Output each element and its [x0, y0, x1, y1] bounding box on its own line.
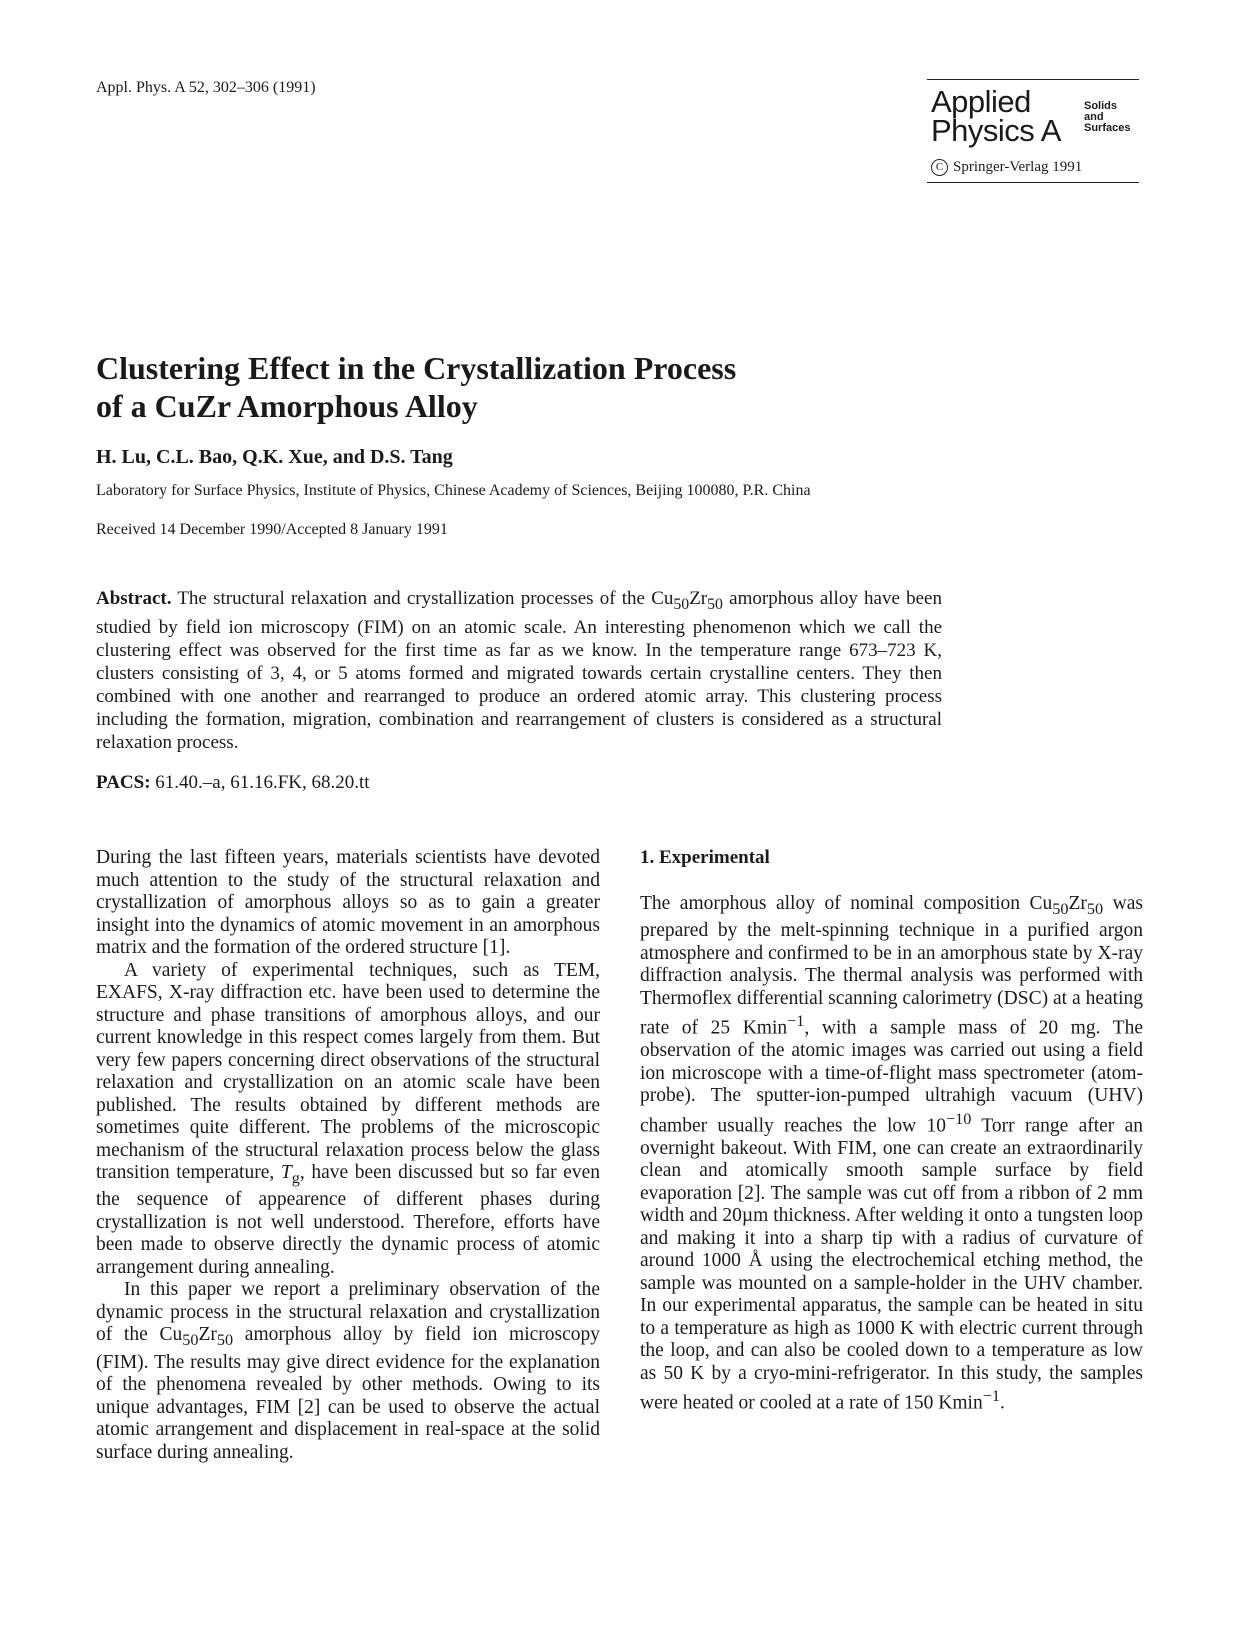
journal-subtitle-line1: Solids [1084, 100, 1118, 112]
received-date: Received 14 December 1990/Accepted 8 January 1991 [96, 521, 448, 538]
title-line-1: Clustering Effect in the Crystallization Process [96, 350, 737, 386]
section-heading-experimental: 1. Experimental [640, 847, 770, 868]
abstract-text-3: amorphous alloy have been studied by field ion microscopy (FIM) on an atomic scale. An interesting phenomenon which we call the clustering effect was observed for the first time as far as we know. In the temperature range 673–723 K, clusters consisting of 3, 4, or 5 atoms formed and migrated towards certain crystalline centers. They then combined with one another and rearranged to produce an ordered atomic array. This clustering process including the formation, migration, combination and rearrangement of clusters is considered as a structural relaxation process. [96, 588, 942, 753]
pacs-values: 61.40.–a, 61.16.FK, 68.20.tt [150, 772, 370, 793]
exp-text-b: was prepared by the melt-spinning technique in a purified argon atmosphere and confirmed to be in an amorphous state by X-ray diffraction analysis. The thermal analysis was performed with Thermoflex differential scanning calorimetry (DSC) at a heating rate of 25 Kmin [640, 893, 1143, 1039]
exp-sup-1: −1 [787, 1012, 805, 1031]
journal-name [931, 84, 1061, 148]
exp-sup-3: −1 [982, 1387, 1001, 1406]
glass-transition-sub: g [291, 1168, 300, 1187]
exp-text-d: Torr range after an overnight bakeout. With FIM, one can create an extraordinarily clean and atomically smooth sample surface by field evaporation [2]. The sample was cut off from a ribbon of 2 mm width and 20µm thickness. After welding it onto a tungsten loop and making it into a sharp tip with a radius of curvature of around 1000 Å using the electrochemical etching method, the sample was mounted on a sample-holder in the UHV chamber. In our experimental apparatus, the sample can be heated in situ to a temperature as high as 1000 K with electric current through the loop, and can also be cooled down to a temperature as low as 50 K by a cryo-mini-refrigerator. In this study, the samples were heated or cooled at a rate of 150 Kmin [640, 1115, 1143, 1414]
pacs-codes [96, 772, 370, 794]
copyright-notice [931, 159, 1082, 176]
copyright-text: Springer-Verlag 1991 [953, 159, 1083, 175]
body-p3-text-mid: Zr [198, 1324, 217, 1346]
paper-title [96, 349, 736, 425]
exp-text-a: The amorphous alloy of nominal composition Cu [640, 893, 1053, 914]
copyright-icon: C [931, 159, 948, 176]
exp-text-c: , with a sample mass of 20 mg. The observation of the atomic images was carried out using a field ion microscope with a time-of-flight mass spectrometer (atom-probe). The sputter-ion-pumped ultrahigh vacuum (UHV) chamber usually reaches the low 10 [640, 1017, 1143, 1137]
body-paragraph-1: During the last fifteen years, materials scientists have devoted much attention to the study of the structural relaxation and crystallization of amorphous alloys so as to gain a greater insight into the dynamics of atomic movement in an amorphous matrix and the formation of the ordered structure [1]. [96, 847, 600, 958]
abstract-text-2: Zr [689, 588, 708, 609]
journal-subtitle-line3: Surfaces [1084, 122, 1131, 134]
authors: H. Lu, C.L. Bao, Q.K. Xue, and D.S. Tang [96, 446, 453, 468]
body-paragraph-3 [96, 1279, 600, 1464]
body-p3-text-a: In this paper we report a preliminary observation of the dynamic process in the structural relaxation and crystallization of the Cu [96, 1279, 600, 1346]
body-paragraph-2 [96, 960, 600, 1280]
exp-text-mid: Zr [1068, 893, 1087, 914]
exp-sub-2: 50 [1086, 899, 1104, 918]
abstract-sub-1: 50 [673, 595, 690, 613]
body-p3-sub-1: 50 [182, 1331, 199, 1350]
journal-name-line1: Applied [931, 84, 1031, 119]
exp-sup-2: −10 [946, 1109, 972, 1128]
abstract [96, 587, 942, 754]
body-p3-sub-2: 50 [216, 1331, 234, 1350]
exp-text-e: . [1000, 1392, 1005, 1414]
journal-subtitle [1084, 101, 1130, 134]
affiliation: Laboratory for Surface Physics, Institute of Physics, Chinese Academy of Sciences, Beijing 100080, P.R. China [96, 482, 811, 499]
title-line-2: of a CuZr Amorphous Alloy [96, 388, 478, 424]
body-p2-text-a: A variety of experimental techniques, such as TEM, EXAFS, X-ray diffraction etc. have been used to determine the structure and phase transitions of amorphous alloys, and our current knowledge in this respect comes largely from them. But very few papers concerning direct observations of the structural relaxation and crystallization on an atomic scale have been published. The results obtained by different methods are sometimes quite different. The problems of the microscopic mechanism of the structural relaxation process below the glass transition temperature, [96, 959, 600, 1183]
experimental-paragraph [640, 893, 1143, 1415]
abstract-sub-2: 50 [707, 595, 723, 613]
body-p2-text-b: , have been discussed but so far even the sequence of appearence of different phases during crystallization is not well understood. Therefore, efforts have been made to observe directly the dynamic process of atomic arrangement during annealing. [96, 1162, 600, 1278]
pacs-label: PACS: [96, 772, 151, 793]
journal-citation: Appl. Phys. A 52, 302–306 (1991) [96, 79, 316, 96]
body-column-left [96, 847, 600, 1464]
body-p3-text-b: amorphous alloy by field ion microscopy (FIM). The results may give direct evidence for the explanation of the phenomena revealed by other methods. Owing to its unique advantages, FIM [2] can be used to observe the actual atomic arrangement and displacement in real-space at the solid surface during annealing. [96, 1324, 600, 1463]
glass-transition-symbol: T [280, 1162, 292, 1183]
abstract-text-1: The structural relaxation and crystallization processes of the Cu [177, 588, 674, 609]
exp-sub-1: 50 [1052, 899, 1069, 918]
journal-name-line2: Physics A [931, 113, 1061, 148]
journal-subtitle-line2: and [1084, 111, 1104, 123]
body-column-right [640, 847, 1143, 1415]
logo-top-rule [927, 79, 1139, 80]
logo-bottom-rule [927, 182, 1139, 183]
abstract-label: Abstract. [96, 588, 172, 609]
